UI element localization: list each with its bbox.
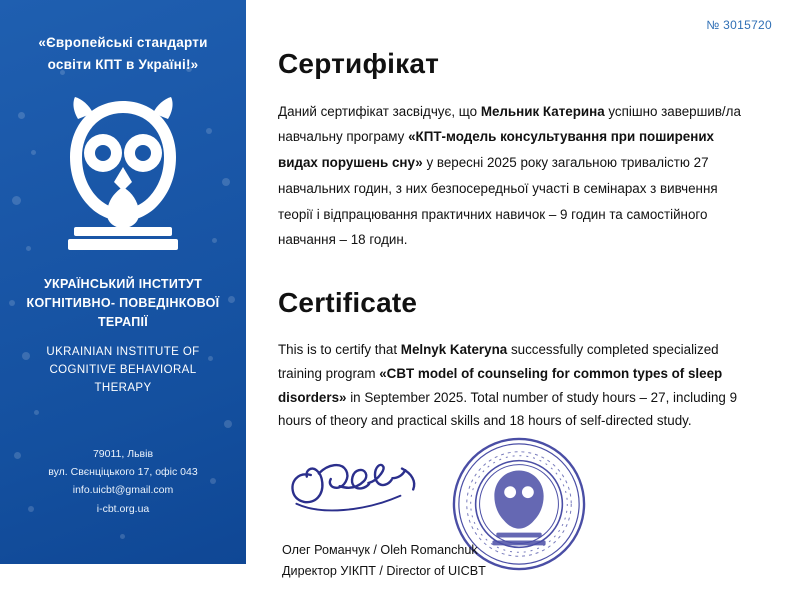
en-body-3: in September 2025. Total number of study hours – 27, including 9 hours of theory and practical skills and 18 hours of self-directed study. [278,389,738,429]
signature-area [278,447,772,597]
en-recipient-name: Melnyk Kateryna [400,341,508,357]
contact-email: info.uicbt@gmail.com [72,484,174,497]
ua-program-name: «КПТ-модель консультування при поширених видах порушень сну» [278,129,714,171]
ua-recipient-name: Мельник Катерина [480,103,605,119]
en-body-1: This is to certify that [278,341,401,357]
contact-block [0,445,246,519]
ua-body-3: у вересні 2025 року загальною тривалістю 27 навчальних годин, з них безпосередньої участі в семінарах з вивчення теорії і відпрацювання практичних навичок – 9 годин та самостійного навчання – 18 годин. [278,155,718,248]
signatory-name: Олег Романчук / Oleh Romanchuk [282,542,478,557]
en-program-name: «CBT model of counseling for common types of sleep disorders» [278,365,723,405]
certificate-content [246,0,800,579]
ua-body-1: Даний сертифікат засвідчує, що [278,103,481,119]
certificate-body-en [278,338,748,433]
certificate-body-ua [278,99,748,253]
contact-postal: 79011, Львів [92,447,154,460]
ua-body-2: успішно завершив/ла навчальну програму [278,103,741,145]
sidebar-slogan: «Європейські стандарти освіти КПТ в Україні!» [38,35,208,73]
owl-book-icon [22,91,224,261]
en-body-2: successfully completed specialized training program [278,341,719,381]
organization-name-ua: УКРАЇНСЬКИЙ ІНСТИТУТ КОГНІТИВНО- ПОВЕДІНКОВОЇ ТЕРАПІЇ [26,276,220,330]
handwritten-signature-icon [282,451,442,523]
page-title-en: Certificate [278,287,418,319]
contact-website: i-cbt.org.ua [96,502,150,515]
organization-name-en: UKRAINIAN INSTITUTE OF COGNITIVE BEHAVIORAL THERAPY [46,345,200,395]
certificate-number: № 3015720 [706,18,772,32]
section-english [278,287,772,433]
certificate-sidebar [0,0,246,564]
signatory-block [282,540,486,583]
section-ukrainian [278,48,772,253]
page-title-ua: Сертифікат [278,48,440,79]
signatory-title: Директор УІКПТ / Director of UICBT [282,564,486,579]
contact-address: вул. Свєнціцького 17, офіс 043 [48,465,198,478]
